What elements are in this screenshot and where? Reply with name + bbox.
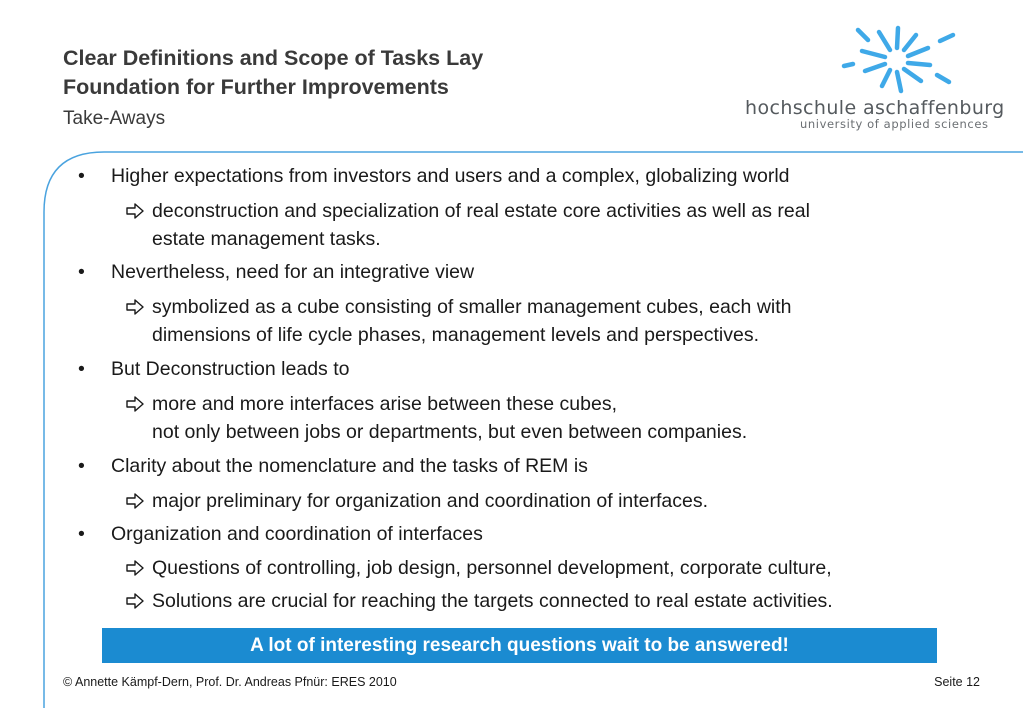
bullet-4-sub-line1: major preliminary for organization and coordination of interfaces. bbox=[152, 490, 709, 512]
bullet-3-sub-line1: more and more interfaces arise between these cubes, bbox=[152, 393, 618, 415]
bullet-dot: • bbox=[78, 165, 85, 187]
logo-name: hochschule aschaffenburg bbox=[745, 97, 1005, 119]
footer-page-number: Seite 12 bbox=[934, 675, 980, 689]
bullet-3-sub-line2: not only between jobs or departments, but even between companies. bbox=[152, 421, 748, 443]
bullet-1-sub-line1: deconstruction and specialization of real estate core activities as well as real bbox=[152, 200, 810, 222]
arrow-right-icon bbox=[125, 591, 145, 611]
logo-rays-icon bbox=[740, 18, 990, 98]
bullet-dot: • bbox=[78, 358, 85, 380]
arrow-right-icon bbox=[125, 394, 145, 414]
bullet-1-sub-line2: estate management tasks. bbox=[152, 228, 381, 250]
arrow-right-icon bbox=[125, 201, 145, 221]
bullet-2-sub-line2: dimensions of life cycle phases, management levels and perspectives. bbox=[152, 324, 759, 346]
bullet-2-sub-line1: symbolized as a cube consisting of smaller management cubes, each with bbox=[152, 296, 792, 318]
bullet-2-text: Nevertheless, need for an integrative view bbox=[111, 261, 475, 283]
bullet-5-text: Organization and coordination of interfaces bbox=[111, 523, 483, 545]
slide-title bbox=[63, 44, 683, 102]
slide-title-line2: Foundation for Further Improvements bbox=[63, 75, 449, 99]
bullet-dot: • bbox=[78, 261, 85, 283]
bullet-5-sub1-line1: Questions of controlling, job design, personnel development, corporate culture, bbox=[152, 557, 832, 579]
slide-title-line1: Clear Definitions and Scope of Tasks Lay bbox=[63, 46, 484, 70]
logo-tagline: university of applied sciences bbox=[800, 117, 989, 131]
slide-subtitle: Take-Aways bbox=[63, 108, 166, 129]
footer-copyright: © Annette Kämpf-Dern, Prof. Dr. Andreas Pfnür: ERES 2010 bbox=[63, 675, 397, 689]
bullet-dot: • bbox=[78, 455, 85, 477]
arrow-right-icon bbox=[125, 491, 145, 511]
bullet-3-text: But Deconstruction leads to bbox=[111, 358, 350, 380]
bullet-5-sub2-line1: Solutions are crucial for reaching the targets connected to real estate activities. bbox=[152, 590, 833, 612]
arrow-right-icon bbox=[125, 558, 145, 578]
bullet-1-text: Higher expectations from investors and users and a complex, globalizing world bbox=[111, 165, 790, 187]
university-logo bbox=[740, 18, 1005, 138]
bullet-4-text: Clarity about the nomenclature and the tasks of REM is bbox=[111, 455, 588, 477]
highlight-banner: A lot of interesting research questions wait to be answered! bbox=[102, 628, 937, 663]
bullet-dot: • bbox=[78, 523, 85, 545]
arrow-right-icon bbox=[125, 297, 145, 317]
